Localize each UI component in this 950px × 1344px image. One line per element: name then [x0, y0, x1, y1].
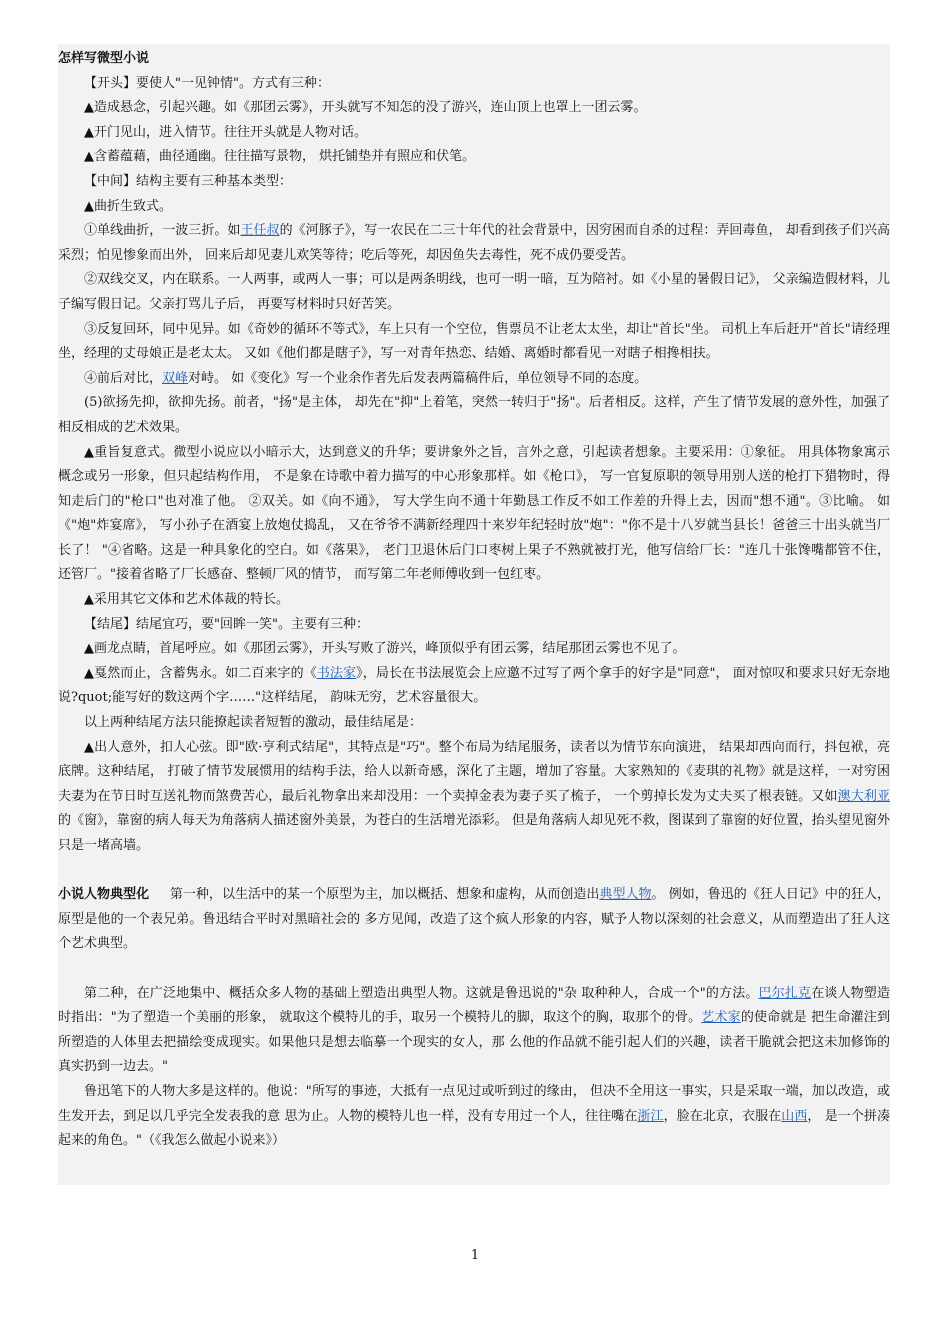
paragraph: ▲重旨复意式。微型小说应以小暗示大，达到意义的升华；要讲象外之旨，言外之意，引起读者想象。主要采用：①象征。 用具体物象寓示概念或另一形象，但只起结构作用， 不是象在诗歌中着力描写的中心形象那样。如《枪口》， 写一官复原职的领导用别人送的枪打下猎物时，得知走后门的"枪口"也对准了他。 ②双关。如《向不通》， 写大学生向不通十年勤恳工作反不如工作差的升得上去，因而"想不通"。③比喻。 如《"炮"炸宴席》， 写小孙子在酒宴上放炮仗捣乱， 又在爷爷不满新经理四十来岁年纪轻时放"炮"："你不是十八岁就当县长！爸爸三十出头就当厂长了！ "④省略。这是一种具象化的空白。如《落果》， 老门卫退休后门口枣树上果子不熟就被打光，他写信给厂长："连几十张馋嘴都管不住，还管厂。"接着省略了厂长感奋、整顿厂风的情节， 而写第二年老师傅收到一包红枣。 [58, 444, 890, 583]
paragraph: ④前后对比，双峰对峙。 如《变化》写一个业余作者先后发表两篇稿件后，单位领导不同的态度。 [84, 370, 648, 386]
paragraph: ▲采用其它文体和艺术体裁的特长。 [84, 592, 289, 608]
paragraph: ▲画龙点睛，首尾呼应。如《那团云雾》，开头写败了游兴，峰顶似乎有团云雾，结尾那团云雾也不见了。 [84, 641, 686, 657]
paragraph: ▲造成悬念，引起兴趣。如《那团云雾》，开头就写不知怎的没了游兴，连山顶上也罩上一团云雾。 [84, 100, 647, 116]
paragraph: ③反复回环，同中见异。如《奇妙的循环不等式》，车上只有一个空位，售票员不让老太太坐，却让"首长"坐。 司机上车后赶开"首长"请经理坐，经理的丈母娘正是老太太。 又如《他们都是瞎子》，写一对青年热恋、结婚、离婚时都看见一对瞎子相搀相扶。 [58, 321, 890, 362]
paragraph-middle: 【中间】结构主要有三种基本类型： [84, 173, 293, 189]
link-balzac[interactable]: 巴尔扎克 [758, 985, 812, 1001]
page-number: 1 [470, 1248, 480, 1263]
paragraph: ▲出人意外，扣人心弦。即"欧·亨利式结尾"，其特点是"巧"。整个布局为结尾服务，读者以为情节东向演进， 结果却西向而行，抖包袱，亮底牌。这种结尾， 打破了情节发展惯用的结构手法，给人以新奇感，深化了主题，增加了容量。大家熟知的《麦琪的礼物》就是这样，一对穷困夫妻为在节日时互送礼物而煞费苦心，最后礼物拿出来却没用：一个卖掉金表为妻子买了梳子， 一个剪掉长发为丈夫买了根表链。又如澳大利亚的《窗》，靠窗的病人每天为角落病人描述窗外美景，为苍白的生活增光添彩。 但是角落病人却见死不救，图谋到了靠窗的好位置，抬头望见窗外只是一堵高墙。 [58, 739, 890, 853]
section-title-how-to-write: 怎样写微型小说 [58, 51, 150, 66]
spacer [58, 859, 890, 884]
paragraph: ▲戛然而止，含蓄隽永。如二百来字的《书法家》，局长在书法展览会上应邀不过写了两个拿手的好字是"同意"， 面对惊叹和要求只好无奈地说?quot;能写好的数这两个字……"这样结尾， 韵味无穷，艺术容量很大。 [58, 665, 890, 706]
link-shanxi[interactable]: 山西 [781, 1108, 808, 1124]
paragraph: ①单线曲折，一波三折。如王任叔的《河豚子》，写一农民在二三十年代的社会背景中，因穷困而自杀的过程：弄回毒鱼， 却看到孩子们兴高采烈；怕见惨象而出外， 回来后却见妻儿欢笑等待；吃后等死，却因鱼失去毒性，死不成仍要受苦。 [58, 223, 890, 263]
paragraph: 第二种，在广泛地集中、概括众多人物的基础上塑造出典型人物。这就是鲁迅说的"杂 取种种人，合成一个"的方法。巴尔扎克在谈人物塑造时指出："为了塑造一个美丽的形象， 就取这个模特儿的手，取另一个模特儿的脚，取这个的胸，取那个的骨。艺术家的使命就是 把生命灌注到所塑造的人体里去把描绘变成现实。如果他只是想去临摹一个现实的女人，那 么他的作品就不能引起人们的兴趣，读者干脆就会把这未加修饰的真实扔到一边去。" [58, 985, 890, 1075]
paragraph-opening: 【开头】要使人"一见钟情"。方式有三种： [84, 75, 330, 91]
paragraph: 鲁迅笔下的人物大多是这样的。他说："所写的事迹，大抵有一点见过或听到过的缘由， 但决不全用这一事实，只是采取一端，加以改造，或生发开去，到足以几乎完全发表我的意 思为止。人物的模特儿也一样，没有专用过一个人，往往嘴在浙江，脸在北京，衣服在山西， 是一个拼凑起来的角色。"（《我怎么做起小说来》） [58, 1083, 890, 1149]
paragraph-typification: 小说人物典型化 第一种，以生活中的某一个原型为主，加以概括、想象和虚构，从而创造出典型人物。 例如，鲁迅的《狂人日记》中的狂人，原型是他的一个表兄弟。鲁迅结合平时对黑暗社会的 多方见闻，改造了这个疯人形象的内容，赋予人物以深刻的社会意义，从而塑造出了狂人这 个艺术典型。 [58, 887, 890, 952]
link-zhejiang[interactable]: 浙江 [637, 1108, 664, 1124]
paragraph: ▲曲折生致式。 [84, 198, 172, 214]
link-australia[interactable]: 澳大利亚 [837, 788, 890, 804]
section-title-typification: 小说人物典型化 [58, 887, 150, 903]
link-calligrapher[interactable]: 书法家 [316, 665, 357, 681]
paragraph: ②双线交叉，内在联系。一人两事，或两人一事；可以是两条明线，也可一明一暗，互为陪衬。如《小星的暑假日记》， 父亲编造假材料，儿子编写假日记。父亲打骂儿子后， 再要写材料时只好苦笑。 [58, 272, 890, 312]
paragraph: ▲含蓄蕴藉，曲径通幽。往往描写景物， 烘托铺垫并有照应和伏笔。 [84, 149, 476, 165]
link-artist[interactable]: 艺术家 [701, 1010, 741, 1026]
link-wang-renshu[interactable]: 王任叔 [240, 223, 280, 239]
paragraph: ▲开门见山，进入情节。往往开头就是人物对话。 [84, 124, 367, 140]
link-shuangfeng[interactable]: 双峰 [162, 370, 189, 386]
document-body [58, 44, 890, 1185]
paragraph: (5)欲扬先抑，欲抑先扬。前者，"扬"是主体， 却先在"抑"上着笔，突然一转归于"扬"。后者相反。这样，产生了情节发展的意外性，加强了相反相成的艺术效果。 [58, 395, 890, 435]
spacer [58, 957, 890, 982]
paragraph-ending: 【结尾】结尾宜巧，要"回眸一笑"。主要有三种： [84, 616, 369, 632]
paragraph: 以上两种结尾方法只能撩起读者短暂的激动，最佳结尾是： [84, 715, 423, 731]
link-typical-character[interactable]: 典型人物 [599, 887, 652, 903]
